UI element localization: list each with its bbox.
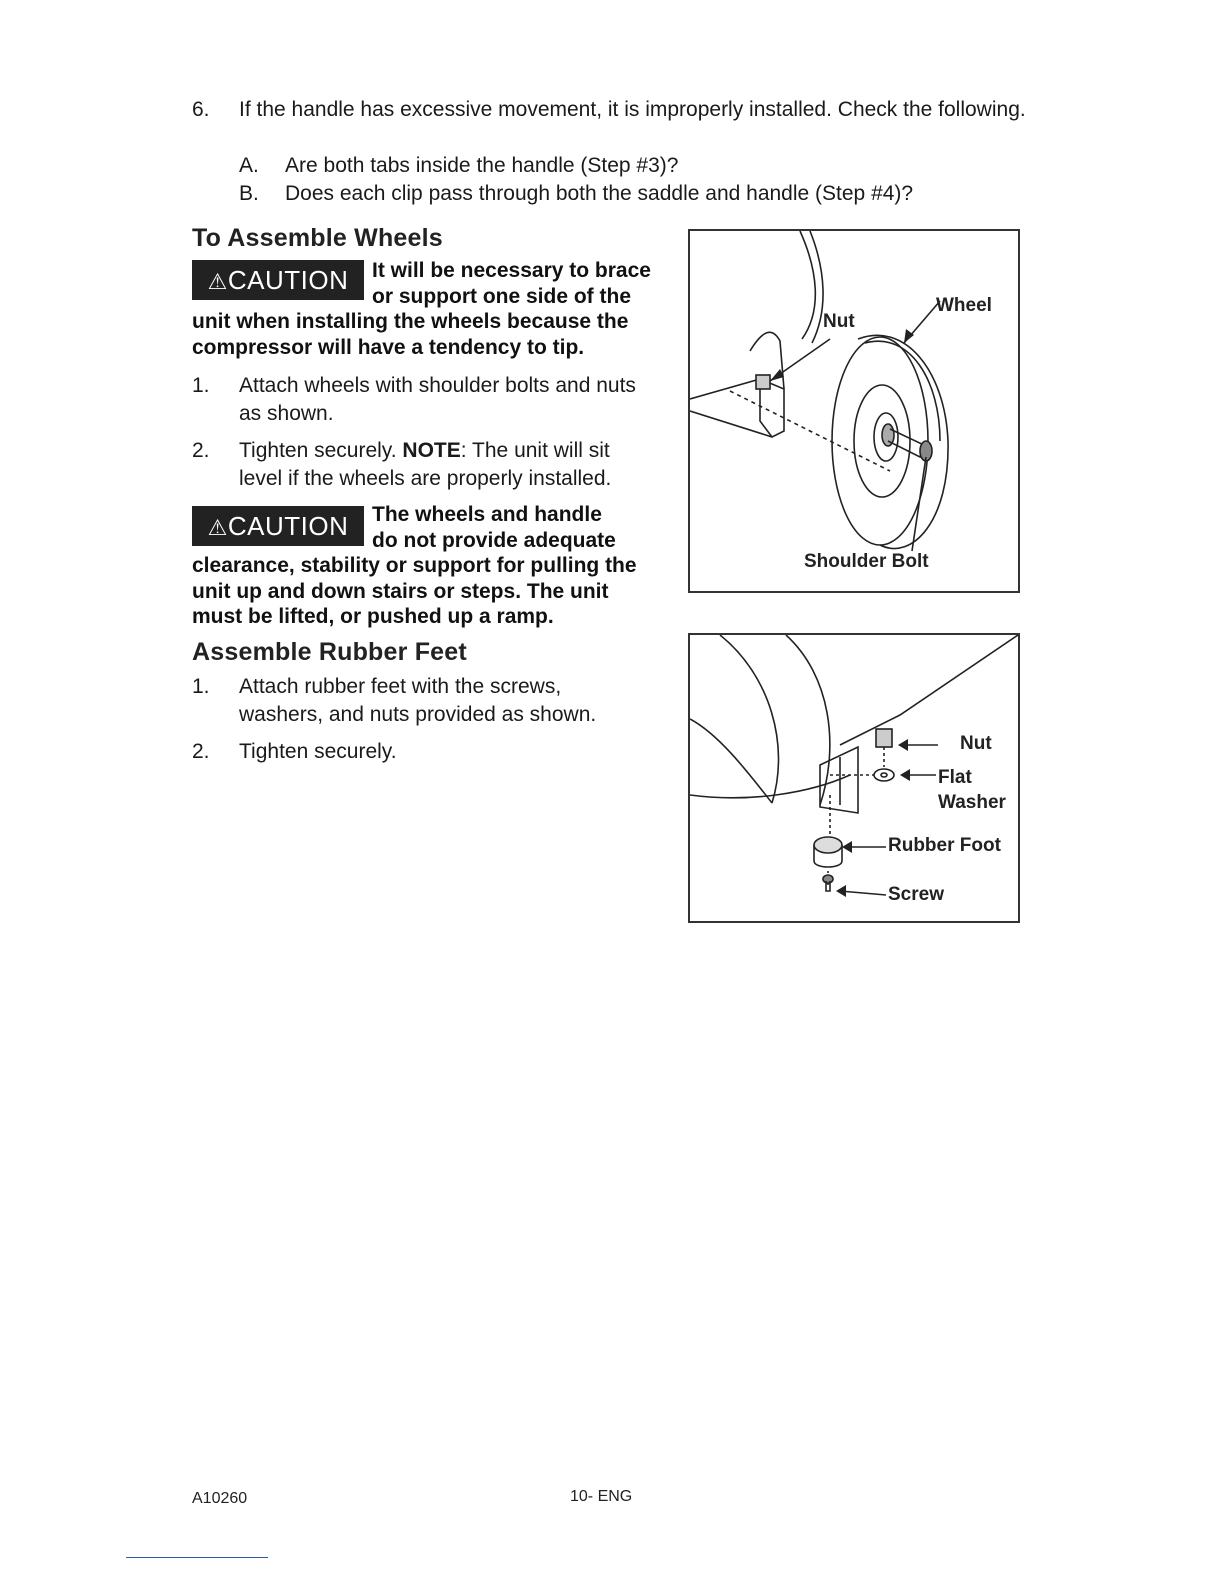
document-code: A10260 bbox=[192, 1490, 248, 1507]
step-number: 1. bbox=[192, 374, 210, 397]
item-letter: B. bbox=[239, 182, 259, 205]
caution-stairs-line1: The wheels and handle bbox=[372, 503, 602, 526]
step-text-rest: : The unit will sit bbox=[460, 439, 610, 462]
wheels-step-1-line2: as shown. bbox=[239, 402, 334, 425]
warning-triangle-icon: ⚠ bbox=[207, 269, 228, 294]
label-nut: Nut bbox=[960, 733, 992, 754]
label-shoulder-bolt: Shoulder Bolt bbox=[804, 551, 929, 572]
step-6-item-b bbox=[239, 180, 914, 208]
caution-wheels-line2: or support one side of the bbox=[372, 285, 632, 308]
step-6-item-a bbox=[239, 152, 679, 180]
divider bbox=[126, 1557, 268, 1558]
label-screw: Screw bbox=[888, 884, 944, 905]
wheels-step-1-line1: Attach wheels with shoulder bolts and nuts bbox=[239, 374, 636, 397]
caution-stairs-line4: unit up and down stairs or steps. The unit bbox=[192, 580, 609, 603]
rubber-feet-figure bbox=[688, 633, 1020, 923]
step-number: 2. bbox=[192, 439, 210, 462]
feet-step-1-line2: washers, and nuts provided as shown. bbox=[239, 703, 597, 726]
wheels-step-2-line1 bbox=[239, 437, 610, 465]
caution-stairs-line2: do not provide adequate bbox=[372, 529, 616, 552]
wheels-step-1 bbox=[192, 372, 210, 400]
caution-wheels-line4: compressor will have a tendency to tip. bbox=[192, 336, 585, 359]
wheel-assembly-figure bbox=[688, 229, 1020, 593]
item-text: Does each clip pass through both the saddle and handle (Step #4)? bbox=[285, 182, 914, 205]
label-nut: Nut bbox=[823, 311, 855, 332]
feet-step-1-number: 1. bbox=[192, 675, 210, 698]
page-number: 10- ENG bbox=[570, 1488, 633, 1505]
caution-label: CAUTION bbox=[227, 265, 349, 295]
caution-badge bbox=[192, 506, 364, 546]
label-washer: Washer bbox=[938, 792, 1006, 813]
wheel-illustration bbox=[690, 231, 1018, 591]
caution-wheels-line3: unit when installing the wheels because the bbox=[192, 310, 629, 333]
caution-stairs-line3: clearance, stability or support for pulling the bbox=[192, 554, 637, 577]
step-6 bbox=[192, 96, 1032, 124]
item-text: Are both tabs inside the handle (Step #3)? bbox=[285, 154, 679, 177]
feet-heading: Assemble Rubber Feet bbox=[192, 638, 467, 666]
feet-step-1-line1: Attach rubber feet with the screws, bbox=[239, 675, 562, 698]
label-flat: Flat bbox=[938, 767, 972, 788]
warning-triangle-icon: ⚠ bbox=[207, 515, 228, 540]
wheels-heading: To Assemble Wheels bbox=[192, 224, 443, 252]
step-text: If the handle has excessive movement, it is improperly installed. Check the following. bbox=[239, 98, 1026, 121]
step-text: Tighten securely. bbox=[239, 439, 397, 462]
caution-stairs-line5: must be lifted, or pushed up a ramp. bbox=[192, 605, 554, 628]
caution-wheels-line1: It will be necessary to brace bbox=[372, 259, 651, 282]
caution-badge bbox=[192, 260, 364, 300]
note-label: NOTE bbox=[402, 439, 461, 462]
wheels-step-2 bbox=[192, 437, 210, 465]
feet-step-2-number: 2. bbox=[192, 740, 210, 763]
label-wheel: Wheel bbox=[936, 295, 992, 316]
item-letter: A. bbox=[239, 154, 259, 177]
caution-label: CAUTION bbox=[227, 511, 349, 541]
step-number: 6. bbox=[192, 98, 210, 121]
wheels-step-2-line2: level if the wheels are properly installed. bbox=[239, 467, 612, 490]
label-rubber-foot: Rubber Foot bbox=[888, 835, 1001, 856]
feet-step-2-line1: Tighten securely. bbox=[239, 740, 397, 763]
